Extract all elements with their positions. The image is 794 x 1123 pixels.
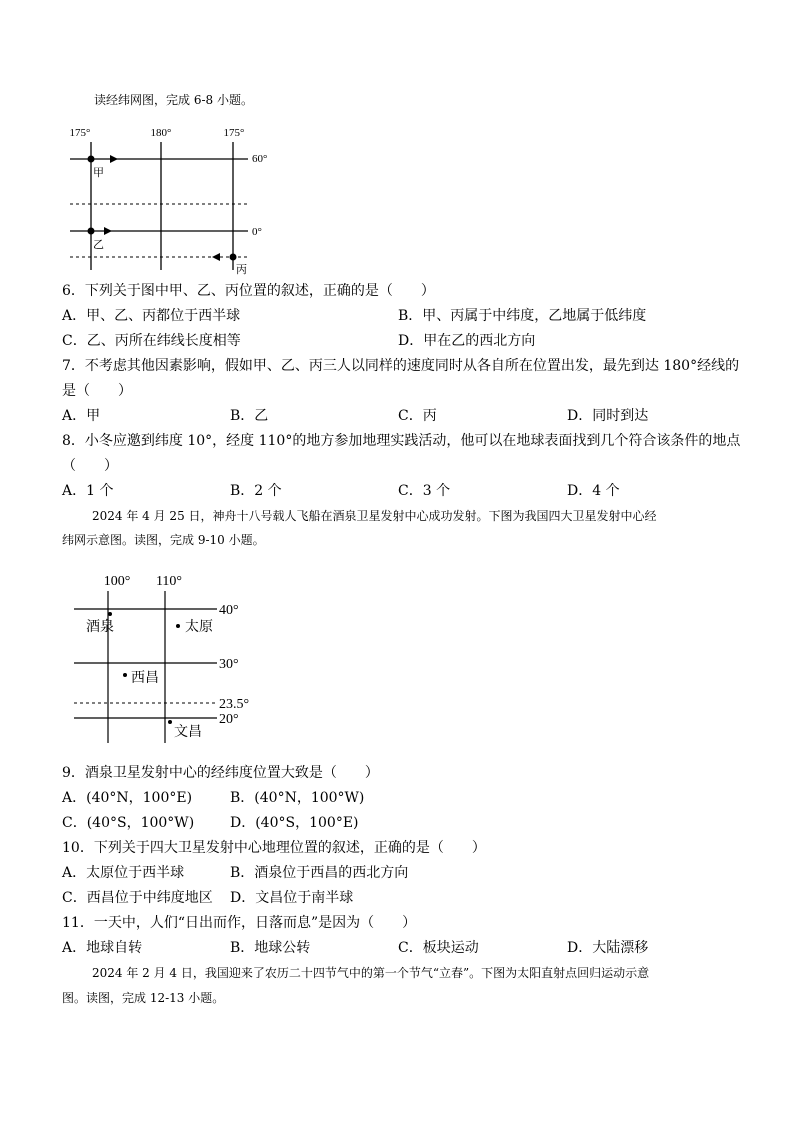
point-jiuquan xyxy=(108,612,112,616)
lon-label-175-west: 175° xyxy=(69,127,91,139)
q11-option-c[interactable]: C．板块运动 xyxy=(398,940,479,956)
lon-label-180: 180° xyxy=(150,127,172,139)
section-intro-9-10-line2: 纬网示意图。读图，完成 9-10 小题。 xyxy=(62,533,265,547)
arrow-jia-east xyxy=(110,155,118,163)
q7-option-d[interactable]: D．同时到达 xyxy=(567,408,649,424)
q8-option-c[interactable]: C．3 个 xyxy=(398,483,451,499)
label-yi: 乙 xyxy=(93,239,104,251)
q7-option-b[interactable]: B．乙 xyxy=(230,408,269,424)
lat-label-23-5: 23.5° xyxy=(219,697,250,712)
section-intro-12-13-line2: 图。读图，完成 12-13 小题。 xyxy=(62,991,225,1005)
label-xichang: 西昌 xyxy=(131,671,159,686)
question-11-stem: 11．一天中，人们“日出而作，日落而息”是因为（ ） xyxy=(62,915,417,931)
lat-label-0: 0° xyxy=(252,226,262,238)
label-taiyuan: 太原 xyxy=(185,620,213,635)
arrow-yi-east xyxy=(104,227,112,235)
q6-option-c[interactable]: C．乙、丙所在纬线长度相等 xyxy=(62,333,241,349)
q11-option-b[interactable]: B．地球公转 xyxy=(230,940,311,956)
lat-label-30: 30° xyxy=(219,657,239,672)
q8-option-d[interactable]: D．4 个 xyxy=(567,483,620,499)
q9-option-c[interactable]: C．(40°S，100°W) xyxy=(62,815,195,831)
point-jia xyxy=(88,156,95,163)
point-xichang xyxy=(123,673,127,677)
arrow-bing-west xyxy=(212,253,220,261)
lon-label-175-east: 175° xyxy=(223,127,245,139)
point-wenchang xyxy=(168,720,172,724)
q8-option-a[interactable]: A．1 个 xyxy=(62,483,114,499)
q7-option-c[interactable]: C．丙 xyxy=(398,408,437,424)
point-bing xyxy=(230,254,237,261)
q8-option-b[interactable]: B．2 个 xyxy=(230,483,282,499)
lat-label-60: 60° xyxy=(252,153,268,165)
lon-label-100: 100° xyxy=(103,574,131,589)
lat-label-40: 40° xyxy=(219,603,239,618)
graticule-map-1 xyxy=(62,118,284,278)
graticule-map-2 xyxy=(62,563,262,748)
q6-option-a[interactable]: A．甲、乙、丙都位于西半球 xyxy=(62,308,241,324)
label-bing: 丙 xyxy=(236,264,247,276)
q9-option-b[interactable]: B．(40°N，100°W) xyxy=(230,790,365,806)
point-taiyuan xyxy=(176,624,180,628)
question-8-stem-line1: 8．小冬应邀到纬度 10°，经度 110°的地方参加地理实践活动，他可以在地球表面找到几个符合该条件的地点 xyxy=(62,433,741,449)
q7-option-a[interactable]: A．甲 xyxy=(62,408,101,424)
label-wenchang: 文昌 xyxy=(174,725,202,740)
section-intro-6-8: 读经纬网图，完成 6-8 小题。 xyxy=(94,93,253,107)
label-jiuquan: 酒泉 xyxy=(86,620,114,635)
lat-label-20: 20° xyxy=(219,712,239,727)
q10-option-b[interactable]: B．酒泉位于西昌的西北方向 xyxy=(230,865,409,881)
q11-option-a[interactable]: A．地球自转 xyxy=(62,940,143,956)
point-yi xyxy=(88,228,95,235)
q10-option-a[interactable]: A．太原位于西半球 xyxy=(62,865,185,881)
question-6-stem: 6．下列关于图中甲、乙、丙位置的叙述，正确的是（ ） xyxy=(62,283,435,299)
question-8-stem-line2: （ ） xyxy=(62,458,118,474)
q6-option-b[interactable]: B．甲、丙属于中纬度，乙地属于低纬度 xyxy=(398,308,647,324)
question-7-stem-line2: 是（ ） xyxy=(62,383,132,399)
q9-option-a[interactable]: A．(40°N，100°E) xyxy=(62,790,193,806)
lon-label-110: 110° xyxy=(155,574,183,589)
q11-option-d[interactable]: D．大陆漂移 xyxy=(567,940,649,956)
q6-option-d[interactable]: D．甲在乙的西北方向 xyxy=(398,333,536,349)
label-jia: 甲 xyxy=(93,167,104,179)
question-9-stem: 9．酒泉卫星发射中心的经纬度位置大致是（ ） xyxy=(62,765,379,781)
section-intro-12-13-line1: 2024 年 2 月 4 日，我国迎来了农历二十四节气中的第一个节气“立春”。下图为太阳直射点回归运动示意 xyxy=(92,966,650,980)
section-intro-9-10-line1: 2024 年 4 月 25 日，神舟十八号载人飞船在酒泉卫星发射中心成功发射。下图为我国四大卫星发射中心经 xyxy=(92,509,657,523)
question-7-stem-line1: 7．不考虑其他因素影响，假如甲、乙、丙三人以同样的速度同时从各自所在位置出发，最先到达 180°经线的 xyxy=(62,358,740,374)
question-10-stem: 10．下列关于四大卫星发射中心地理位置的叙述，正确的是（ ） xyxy=(62,840,486,856)
q9-option-d[interactable]: D．(40°S，100°E) xyxy=(230,815,359,831)
q10-option-c[interactable]: C．西昌位于中纬度地区 xyxy=(62,890,213,906)
q10-option-d[interactable]: D．文昌位于南半球 xyxy=(230,890,354,906)
